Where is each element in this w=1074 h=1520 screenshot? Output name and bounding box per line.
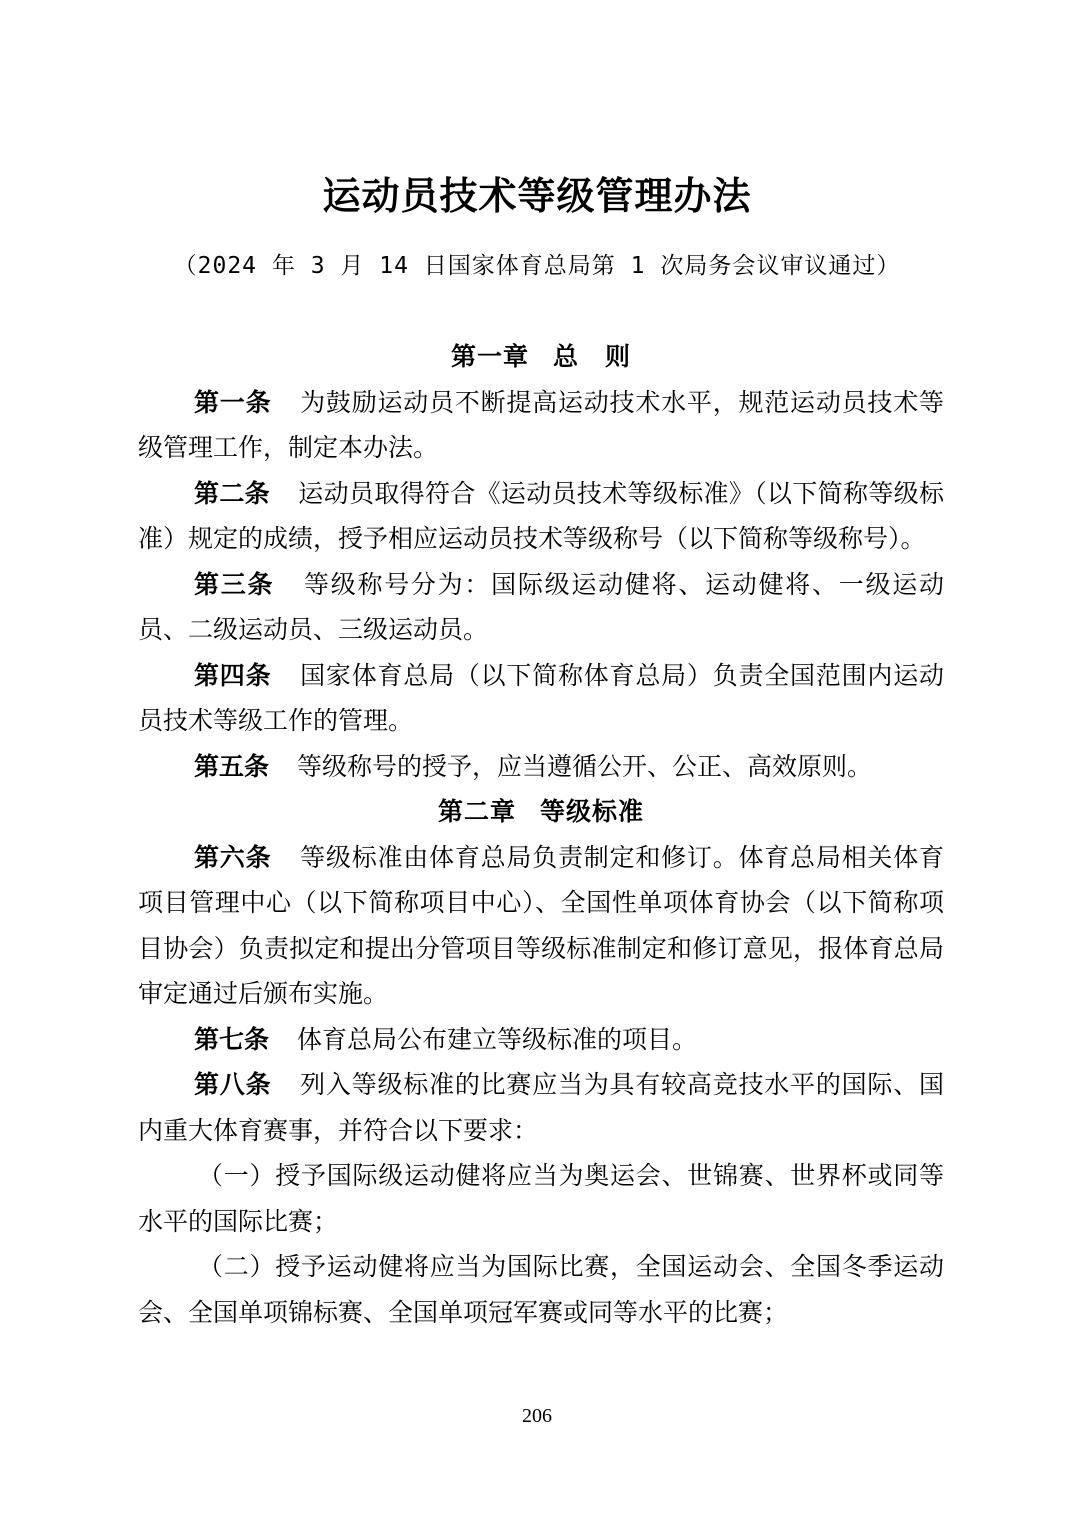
article-8-item-1: （一）授予国际级运动健将应当为奥运会、世锦赛、世界杯或同等水平的国际比赛； [138, 1161, 944, 1236]
page-number: 206 [522, 1405, 552, 1427]
article-number: 第三条 [194, 569, 275, 599]
article-text: 列入等级标准的比赛应当为具有较高竞技水平的国际、国内重大体育赛事，并符合以下要求： [138, 1070, 944, 1145]
chapter-name: 总 则 [553, 342, 632, 371]
article-6 [138, 835, 944, 1017]
article-number: 第一条 [194, 387, 272, 417]
article-1 [138, 380, 944, 471]
article-8-item-2: （二）授予运动健将应当为国际比赛，全国运动会、全国冬季运动会、全国单项锦标赛、全国单项冠军赛或同等水平的比赛； [138, 1252, 944, 1327]
article-text: 等级称号的授予，应当遵循公开、公正、高效原则。 [297, 751, 873, 781]
article-number: 第二条 [194, 478, 270, 508]
article-number: 第四条 [194, 660, 272, 690]
article-text: 为鼓励运动员不断提高运动技术水平，规范运动员技术等级管理工作，制定本办法。 [138, 387, 944, 462]
article-3 [138, 562, 944, 653]
chapter-name: 等级标准 [540, 797, 645, 826]
article-text: 国家体育总局（以下简称体育总局）负责全国范围内运动员技术等级工作的管理。 [138, 660, 944, 735]
article-2 [138, 471, 944, 562]
document-title: 运动员技术等级管理办法 [322, 173, 752, 218]
chapter-heading-1 [138, 334, 944, 380]
article-8 [138, 1062, 944, 1153]
chapter-number: 第二章 [437, 797, 516, 826]
article-number: 第七条 [194, 1024, 270, 1054]
article-number: 第六条 [194, 842, 272, 872]
document-body [138, 334, 944, 1335]
article-5 [138, 744, 944, 790]
article-number: 第八条 [194, 1070, 272, 1099]
article-7 [138, 1017, 944, 1063]
article-number: 第五条 [194, 751, 270, 781]
chapter-number: 第一章 [450, 342, 529, 371]
article-text: 等级称号分为：国际级运动健将、运动健将、一级运动员、二级运动员、三级运动员。 [138, 569, 944, 644]
chapter-heading-2 [138, 789, 944, 835]
article-text: 等级标准由体育总局负责制定和修订。体育总局相关体育项目管理中心（以下简称项目中心）、全国性单项体育协会（以下简称项目协会）负责拟定和提出分管项目等级标准制定和修订意见，报体育总局审定通过后颁布实施。 [138, 842, 944, 1008]
article-text: 体育总局公布建立等级标准的项目。 [297, 1024, 698, 1054]
article-text: 运动员取得符合《运动员技术等级标准》（以下简称等级标准）规定的成绩，授予相应运动员技术等级称号（以下简称等级称号）。 [138, 478, 944, 553]
document-subtitle: （2024 年 3 月 14 日国家体育总局第 1 次局务会议审议通过） [173, 253, 901, 279]
article-4 [138, 653, 944, 744]
